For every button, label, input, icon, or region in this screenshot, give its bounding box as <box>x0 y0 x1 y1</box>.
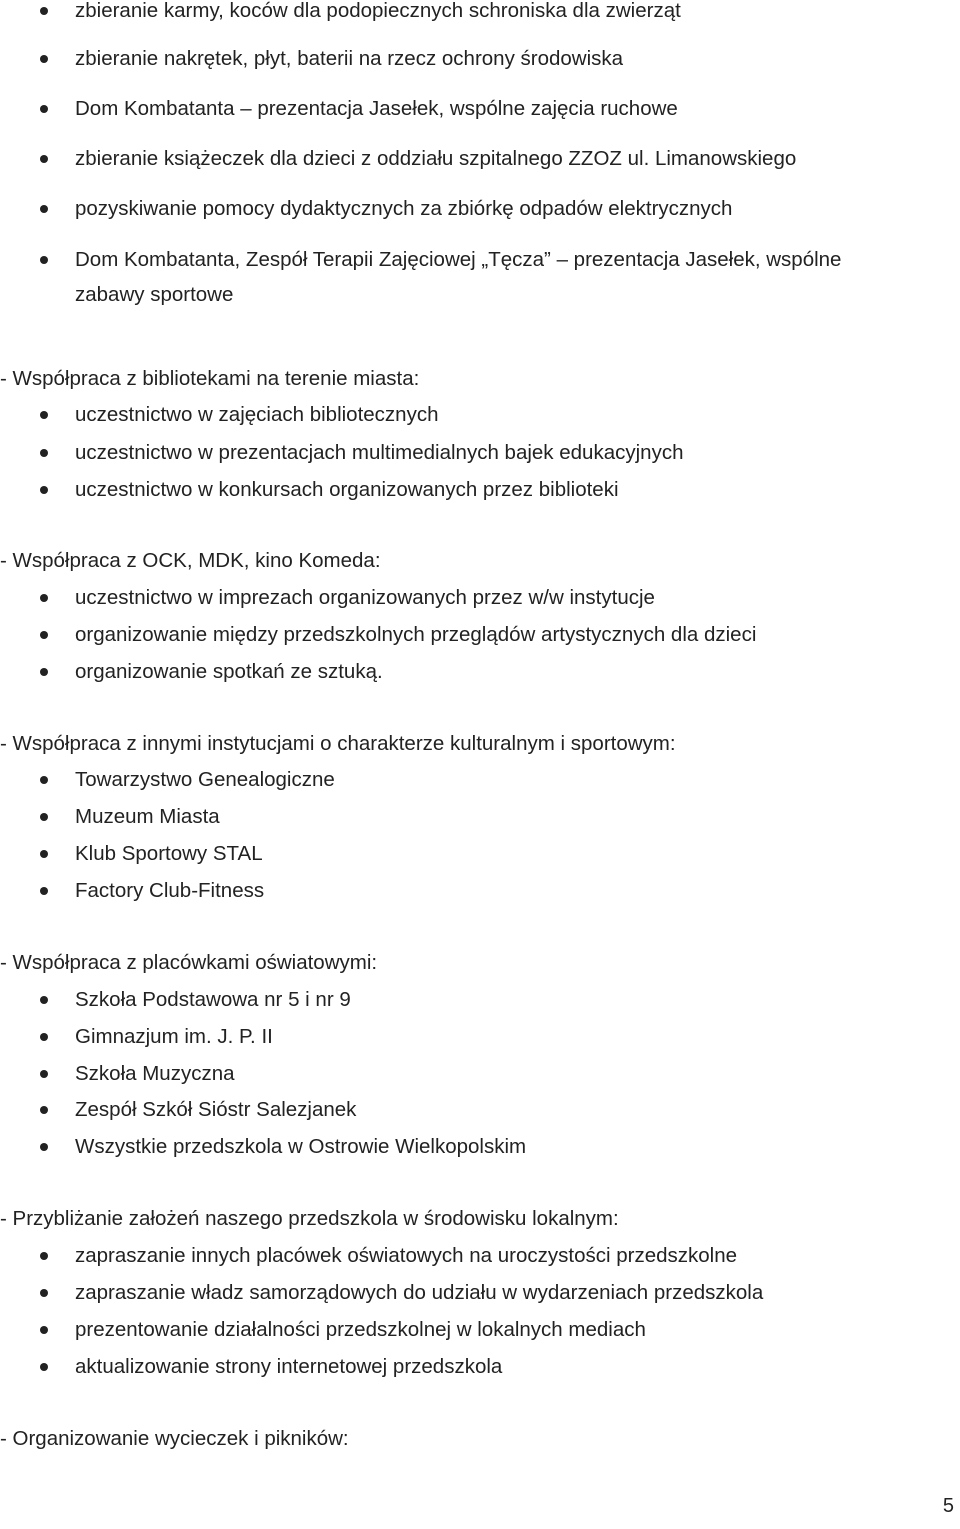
bullet-icon <box>40 668 48 676</box>
bullet-icon <box>40 776 48 784</box>
list-item-text: Wszystkie przedszkola w Ostrowie Wielkopolskim <box>75 1135 527 1158</box>
bullet-icon <box>40 449 48 457</box>
list-item-text: organizowanie między przedszkolnych przeglądów artystycznych dla dzieci <box>75 623 757 646</box>
bullet-icon <box>40 1033 48 1041</box>
list-item-text: organizowanie spotkań ze sztuką. <box>75 660 383 683</box>
section-heading: - Przybliżanie założeń naszego przedszkola w środowisku lokalnym: <box>0 1207 619 1230</box>
bullet-icon <box>40 1326 48 1334</box>
list-item-text: Zespół Szkół Sióstr Salezjanek <box>75 1098 357 1121</box>
list-item-text: pozyskiwanie pomocy dydaktycznych za zbiórkę odpadów elektrycznych <box>75 197 733 220</box>
bullet-icon <box>40 1070 48 1078</box>
page-number: 5 <box>942 1495 954 1517</box>
list-item-text: zapraszanie innych placówek oświatowych na uroczystości przedszkolne <box>75 1244 738 1267</box>
bullet-icon <box>40 486 48 494</box>
bullet-icon <box>40 887 48 895</box>
bullet-icon <box>40 55 48 63</box>
list-item-text: zbieranie nakrętek, płyt, baterii na rzecz ochrony środowiska <box>75 47 624 70</box>
list-item-text: Gimnazjum im. J. P. II <box>75 1025 273 1048</box>
list-item-text: Klub Sportowy STAL <box>75 842 263 865</box>
bullet-icon <box>40 1252 48 1260</box>
bullet-icon <box>40 850 48 858</box>
list-item-text: prezentowanie działalności przedszkolnej w lokalnych mediach <box>75 1318 646 1341</box>
list-item-continuation: zabawy sportowe <box>75 283 234 306</box>
list-item-text: Towarzystwo Genealogiczne <box>75 768 335 791</box>
bullet-icon <box>40 256 48 264</box>
bullet-icon <box>40 205 48 213</box>
section-heading: - Współpraca z OCK, MDK, kino Komeda: <box>0 549 381 572</box>
section-heading: - Współpraca z placówkami oświatowymi: <box>0 951 378 974</box>
list-item-text: Muzeum Miasta <box>75 805 220 828</box>
list-item-text: Dom Kombatanta, Zespół Terapii Zajęciowej „Tęcza” – prezentacja Jasełek, wspólne <box>75 248 842 271</box>
section-heading: - Współpraca z bibliotekami na terenie miasta: <box>0 367 420 390</box>
bullet-icon <box>40 411 48 419</box>
bullet-icon <box>40 631 48 639</box>
list-item-text: Szkoła Muzyczna <box>75 1062 235 1085</box>
bullet-icon <box>40 1363 48 1371</box>
bullet-icon <box>40 105 48 113</box>
bullet-icon <box>40 1289 48 1297</box>
list-item-text: uczestnictwo w konkursach organizowanych przez biblioteki <box>75 478 619 501</box>
bullet-icon <box>40 1106 48 1114</box>
list-item-text: zbieranie książeczek dla dzieci z oddziału szpitalnego ZZOZ ul. Limanowskiego <box>75 147 797 170</box>
bullet-icon <box>40 7 48 15</box>
list-item-text: uczestnictwo w prezentacjach multimedialnych bajek edukacyjnych <box>75 441 684 464</box>
section-heading: - Organizowanie wycieczek i pikników: <box>0 1427 349 1450</box>
section-heading: - Współpraca z innymi instytucjami o charakterze kulturalnym i sportowym: <box>0 732 676 755</box>
list-item-text: zbieranie karmy, koców dla podopiecznych schroniska dla zwierząt <box>75 0 681 22</box>
bullet-icon <box>40 594 48 602</box>
bullet-icon <box>40 996 48 1004</box>
list-item-text: zapraszanie władz samorządowych do udziału w wydarzeniach przedszkola <box>75 1281 764 1304</box>
bullet-icon <box>40 1143 48 1151</box>
list-item-text: Factory Club-Fitness <box>75 879 265 902</box>
list-item-text: uczestnictwo w imprezach organizowanych przez w/w instytucje <box>75 586 655 609</box>
list-item-text: Dom Kombatanta – prezentacja Jasełek, wspólne zajęcia ruchowe <box>75 97 678 120</box>
list-item-text: uczestnictwo w zajęciach bibliotecznych <box>75 403 439 426</box>
list-item-text: aktualizowanie strony internetowej przedszkola <box>75 1355 503 1378</box>
bullet-icon <box>40 155 48 163</box>
bullet-icon <box>40 813 48 821</box>
list-item-text: Szkoła Podstawowa nr 5 i nr 9 <box>75 988 351 1011</box>
